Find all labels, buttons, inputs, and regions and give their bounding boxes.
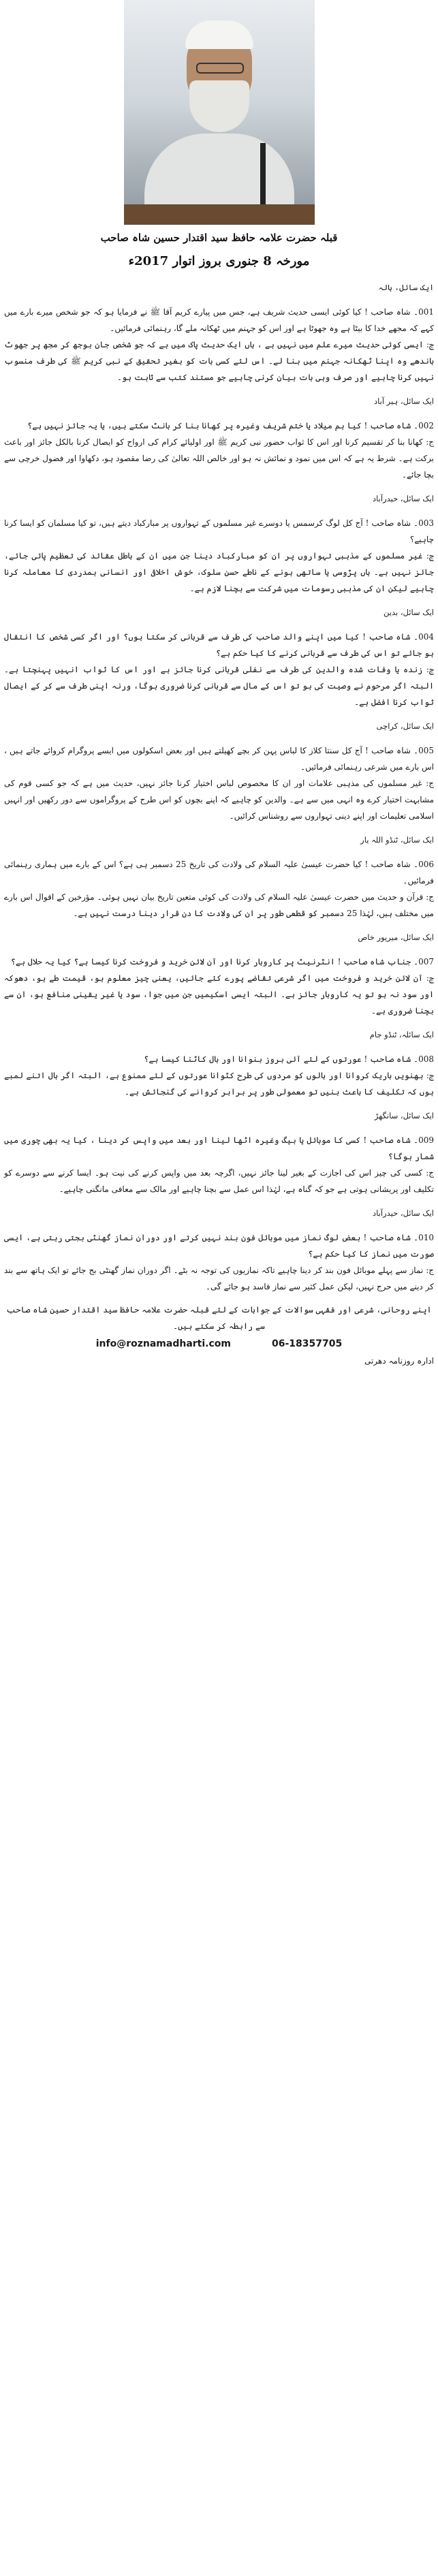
qa-item [4, 718, 434, 824]
question-text: 007۔ جناب شاہ صاحب ! انٹرنیٹ پر کاروبار کرنا اور آن لائن خرید و فروخت کرنا کیسا ہے؟ کیا یہ حلال ہے؟ [10, 956, 434, 967]
question-text: 009۔ شاہ صاحب ! کسی کا موبائل یا بیگ وغیرہ اٹھا لینا اور بعد میں واپس کر دینا ، کیا یہ بھی چوری میں شمار ہوگا؟ [4, 1135, 434, 1161]
qa-item [4, 490, 434, 597]
photo-cap-shape [185, 20, 253, 49]
qa-item [4, 1108, 434, 1197]
answer-text: ج: ایسی کوئی حدیث میرے علم میں نہیں ہے ، ہاں ایک حدیث پاک میں ہے کہ جو شخص جان بوجھ کر مجھ پر جھوٹ باندھے وہ اپنا ٹھکانہ جہنم میں بنا لے۔ اس لئے کسی بات کو بغیر تحقیق کے نبی کریم ﷺ کی طرف منسوب نہیں کرنا چاہیے اور صرف وہی بات بیان کرنی چاہیے جو مستند کتب سے ثابت ہو۔ [4, 339, 434, 382]
questioner-signature: ایک سائل، کراچی [376, 721, 434, 731]
article-date: مورخہ 8 جنوری بروز اتوار 2017ء [128, 254, 310, 268]
scholar-photo [124, 0, 315, 225]
qa-item [4, 832, 434, 922]
questioner-signature: ایک سائل، حیدرآباد [373, 1208, 434, 1218]
qa-item [4, 393, 434, 483]
questioner-signature: ایک سائل، ہالہ [378, 283, 434, 292]
question-text: 003۔ شاہ صاحب ! آج کل لوگ کرسمس یا دوسرے غیر مسلموں کے تہواروں پر مبارکباد دیتے ہیں، تو کیا مسلمان کو ایسا کرنا چاہیے؟ [4, 518, 434, 544]
question-text: 002۔ شاہ صاحب ! کیا ہم میلاد یا ختم شریف وغیرہ پر کھانا بنا کر بانٹ سکتے ہیں، یا یہ جائز نہیں ہے؟ [27, 420, 434, 430]
questioner-signature: ایک سائل، بدین [384, 608, 434, 617]
contact-phone[interactable]: 06-18357705 [272, 1338, 343, 1349]
questioner-signature: ایک سائل، ٹنڈو اللہ یار [360, 835, 434, 845]
answer-text: ج: زندہ یا وفات شدہ والدین کی طرف سے نفلی قربانی کرنا جائز ہے اور اس کا ثواب انہیں پہنچتا ہے۔ البتہ اگر مرحوم نے وصیت کی ہو تو اس کے مال سے قربانی کرنا ضروری ہوگا، ورنہ اپنی طرف سے کر کے ایصال ثواب کرنا افضل ہے۔ [4, 664, 434, 707]
photo-mic-shape [260, 143, 266, 204]
answer-text: ج: بھنویں باریک کروانا اور بالوں کو مردوں کی طرح کٹوانا عورتوں کے لئے ممنوع ہے، البتہ اگر بال اتنے لمبے ہوں کہ تکلیف کا باعث بنیں تو معمولی طور پر برابر کروانے کی گنجائش ہے۔ [4, 1070, 434, 1097]
publication-brand: ادارہ روزنامہ دھرتی [364, 1355, 434, 1366]
footer-note: اپنے روحانی، شرعی اور فقہی سوالات کے جوابات کے لئے قبلہ حضرت علامہ حافظ سید اقتدار حسین شاہ صاحب سے رابطہ کر سکتے ہیں۔ [6, 1304, 432, 1331]
question-text: 004۔ شاہ صاحب ! کیا میں اپنے والد صاحب کی طرف سے قربانی کر سکتا ہوں؟ اور اگر کسی شخص کا انتقال ہو جائے تو اس کی طرف سے قربانی کرنے کا کیا حکم ہے؟ [4, 631, 434, 658]
question-text: 001۔ شاہ صاحب ! کیا کوئی ایسی حدیث شریف ہے، جس میں پیارے کریم آقا ﷺ نے فرمایا ہو کہ جو شخص میرے بارے میں کہے کہ مجھے خدا کا بیٹا ہے وہ جھوٹا ہے اور اس کو جہنم میں ٹھکانہ ملے گا، رہنمائی فرمائیں۔ [4, 307, 434, 333]
answer-text: ج: نماز سے پہلے موبائل فون بند کر دینا چاہیے تاکہ نمازیوں کی توجہ نہ بٹے۔ اگر دوران نماز گھنٹی بج جائے تو ایک ہاتھ سے بند کر دینے میں حرج نہیں، لیکن عمل کثیر سے نماز فاسد ہو جائے گی۔ [4, 1265, 434, 1291]
question-text: 008۔ شاہ صاحب ! عورتوں کے لئے آئی بروز بنوانا اور بال کاٹنا کیسا ہے؟ [144, 1054, 434, 1064]
questioner-signature: ایک سائل، سانگھڑ [374, 1111, 434, 1120]
questioner-signature: ایک سائل، حیدرآباد [373, 494, 434, 503]
qa-item [4, 929, 434, 1019]
qa-item [4, 1026, 434, 1100]
photo-desk-shape [124, 204, 315, 225]
question-text: 010۔ شاہ صاحب ! بعض لوگ نماز میں موبائل فون بند نہیں کرتے اور دوران نماز گھنٹی بجتی رہتی ہے، ایسی صورت میں نماز کا کیا حکم ہے؟ [4, 1232, 434, 1259]
answer-text: ج: کسی کی چیز اس کی اجازت کے بغیر لینا جائز نہیں، اگرچہ بعد میں واپس کرنے کی نیت ہو۔ ایسا کرنے سے دوسرے کو تکلیف اور پریشانی ہوتی ہے جو کہ گناہ ہے، لہٰذا اس عمل سے بچنا چاہیے اور مالک سے معافی مانگنی چاہیے۔ [4, 1167, 434, 1194]
qa-list [4, 279, 434, 1295]
contact-row [4, 1338, 434, 1349]
question-text: 006۔ شاہ صاحب ! کیا حضرت عیسیٰ علیہ السلام کی ولادت کی تاریخ 25 دسمبر ہی ہے؟ اس کے بارے میں ہماری رہنمائی فرمائیں۔ [4, 859, 434, 885]
answer-text: ج: کھانا بنا کر تقسیم کرنا اور اس کا ثواب حضور نبی کریم ﷺ اور اولیائے کرام کی ارواح کو ایصال کرنا بالکل جائز اور باعث برکت ہے۔ شرط یہ ہے کہ اس میں نمود و نمائش نہ ہو اور خالص اللہ تعالیٰ کی رضا مقصود ہو، دکھاوا اور فضول خرچی سے بچا جائے۔ [4, 437, 434, 480]
qa-item [4, 279, 434, 386]
questioner-signature: ایک سائل، ہیر آباد [374, 396, 434, 406]
photo-glasses-shape [196, 63, 244, 74]
answer-text: ج: آن لائن خرید و فروخت میں اگر شرعی تقاضے پورے کئے جائیں، یعنی چیز معلوم ہو، قیمت طے ہو، دھوکہ اور سود نہ ہو تو یہ کاروبار جائز ہے۔ البتہ ایسی اسکیمیں جن میں جوا، سود یا غیر یقینی منافع ہو، ان سے بچنا ضروری ہے۔ [4, 973, 434, 1016]
qa-item [4, 604, 434, 710]
questioner-signature: ایک سائل، میرپور خاص [358, 932, 434, 942]
questioner-signature: ایک سائلہ، ٹنڈو جام [369, 1030, 434, 1039]
qa-item [4, 1205, 434, 1295]
answer-text: ج: قرآن و حدیث میں حضرت عیسیٰ علیہ السلام کی ولادت کی کوئی متعین تاریخ بیان نہیں ہوئی۔ مؤرخین کے اقوال اس بارے میں مختلف ہیں، لہٰذا 25 دسمبر کو قطعی طور پر ان کی ولادت کا دن قرار دینا درست نہیں ہے۔ [4, 892, 434, 918]
answer-text: ج: غیر مسلموں کی مذہبی علامات اور ان کا مخصوص لباس اختیار کرنا جائز نہیں، حدیث میں ہے کہ جو کسی قوم کی مشابہت اختیار کرے وہ انہی میں سے ہے۔ والدین کو چاہیے کہ اپنے بچوں کو اس طرح کے پروگراموں سے دور رکھیں اور انہیں اسلامی تعلیمات اور اپنے دینی تہواروں سے روشناس کرائیں۔ [4, 778, 434, 821]
answer-text: ج: غیر مسلموں کے مذہبی تہواروں پر ان کو مبارکباد دینا جن میں ان کے باطل عقائد کی تعظیم پائی جائے، جائز نہیں ہے۔ ہاں پڑوسی یا ساتھی ہونے کے ناطے حسن سلوک، خوش اخلاقی اور انسانی ہمدردی کا معاملہ کرنا چاہیے لیکن ان کی مذہبی رسومات میں شرکت سے بچنا لازم ہے۔ [4, 550, 434, 593]
photo-caption: قبلہ حضرت علامہ حافظ سید اقتدار حسین شاہ صاحب [100, 232, 338, 244]
contact-email[interactable]: info@roznamadharti.com [95, 1338, 231, 1349]
question-text: 005۔ شاہ صاحب ! آج کل سنتا کلاز کا لباس پہن کر بچے کھیلتے ہیں اور بعض اسکولوں میں ایسے پروگرام کروائے جاتے ہیں ، اس بارے میں شرعی رہنمائی فرمائیں۔ [4, 745, 434, 772]
photo-beard-shape [189, 80, 249, 132]
